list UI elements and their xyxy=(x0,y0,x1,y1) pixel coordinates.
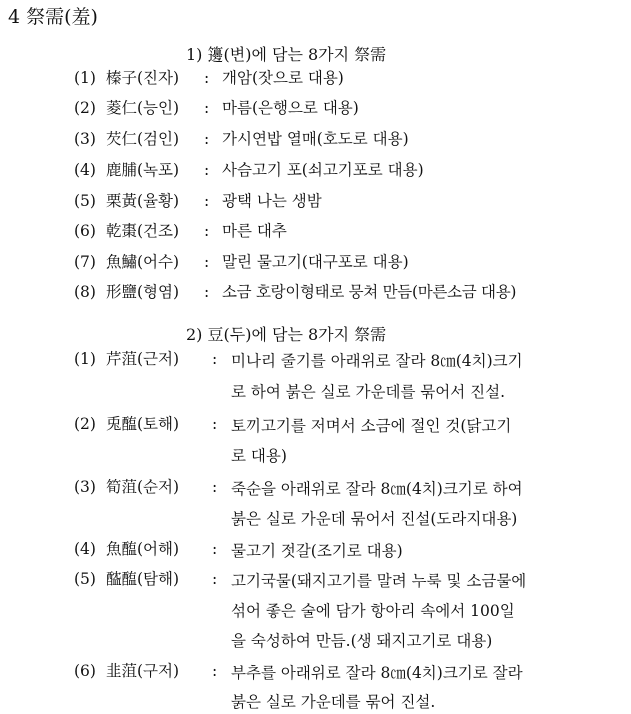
colon: : xyxy=(212,350,218,368)
item-term: 魚鱐(어수) xyxy=(106,253,180,271)
colon: : xyxy=(204,222,210,240)
item-number: (3) xyxy=(74,130,96,148)
item-term: 榛子(진자) xyxy=(106,69,180,87)
colon: : xyxy=(212,540,218,558)
item-description-line: 로 하여 붉은 실로 가운데를 묶어서 진설. xyxy=(231,383,506,401)
item-number: (7) xyxy=(74,253,96,271)
item-description-line: 붉은 실로 가운데 묶어서 진설(도라지대용) xyxy=(231,510,518,528)
item-number: (4) xyxy=(74,540,96,558)
item-number: (4) xyxy=(74,161,96,179)
item-term: 乾棗(건조) xyxy=(106,222,180,240)
item-number: (3) xyxy=(74,478,96,496)
item-term: 栗黃(율황) xyxy=(106,192,180,210)
colon: : xyxy=(204,130,210,148)
item-description-line: 고기국물(돼지고기를 말려 누룩 및 소금물에 xyxy=(231,572,527,590)
item-term: 芡仁(검인) xyxy=(106,130,180,148)
item-description-line: 죽순을 아래위로 잘라 8㎝(4치)크기로 하여 xyxy=(231,480,523,498)
item-term: 鹿脯(녹포) xyxy=(106,161,180,179)
item-number: (2) xyxy=(74,99,96,117)
item-number: (8) xyxy=(74,283,96,301)
item-description-line: 토끼고기를 저며서 소금에 절인 것(닭고기 xyxy=(231,417,512,435)
item-term: 形鹽(형염) xyxy=(106,283,180,301)
item-description: 가시연밥 열매(호도로 대용) xyxy=(222,130,409,148)
colon: : xyxy=(212,570,218,588)
item-description: 광택 나는 생밤 xyxy=(222,192,322,210)
item-description-line: 부추를 아래위로 잘라 8㎝(4치)크기로 잘라 xyxy=(231,664,523,682)
item-description: 사슴고기 포(쇠고기포로 대용) xyxy=(222,161,424,179)
colon: : xyxy=(204,69,210,87)
item-term: 菱仁(능인) xyxy=(106,99,180,117)
section-1-title: 1) 籩(변)에 담는 8가지 祭需 xyxy=(186,45,387,64)
colon: : xyxy=(204,192,210,210)
colon: : xyxy=(212,662,218,680)
item-number: (2) xyxy=(74,415,96,433)
item-number: (5) xyxy=(74,570,96,588)
item-description-line: 미나리 줄기를 아래위로 잘라 8㎝(4치)크기 xyxy=(231,352,523,370)
item-description: 마른 대추 xyxy=(222,222,287,240)
colon: : xyxy=(204,99,210,117)
colon: : xyxy=(212,415,218,433)
item-number: (6) xyxy=(74,222,96,240)
item-description-line: 물고기 젓갈(조기로 대용) xyxy=(231,542,403,560)
item-term: 兎醢(토해) xyxy=(106,415,180,433)
item-description-line: 을 숙성하여 만듬.(생 돼지고기로 대용) xyxy=(231,632,493,650)
item-term: 筍菹(순저) xyxy=(106,478,180,496)
item-number: (5) xyxy=(74,192,96,210)
document-title: 4 祭需(羞) xyxy=(8,6,98,28)
item-description-line: 로 대용) xyxy=(231,447,287,465)
item-term: 芹菹(근저) xyxy=(106,350,180,368)
item-description-line: 섞어 좋은 술에 담가 항아리 속에서 100일 xyxy=(231,602,515,620)
item-term: 魚醢(어해) xyxy=(106,540,180,558)
item-description: 말린 물고기(대구포로 대용) xyxy=(222,253,409,271)
item-number: (6) xyxy=(74,662,96,680)
colon: : xyxy=(204,161,210,179)
item-number: (1) xyxy=(74,350,96,368)
item-description: 개암(잣으로 대용) xyxy=(222,69,344,87)
item-term: 韭菹(구저) xyxy=(106,662,180,680)
colon: : xyxy=(204,253,210,271)
colon: : xyxy=(204,283,210,301)
item-description-line: 붉은 실로 가운데를 묶어 진설. xyxy=(231,693,436,711)
item-term: 醓醢(탐해) xyxy=(106,570,180,588)
item-number: (1) xyxy=(74,69,96,87)
section-2-title: 2) 豆(두)에 담는 8가지 祭需 xyxy=(186,325,387,344)
item-description: 소금 호랑이형태로 뭉쳐 만듬(마른소금 대용) xyxy=(222,283,517,301)
colon: : xyxy=(212,478,218,496)
item-description: 마름(은행으로 대용) xyxy=(222,99,359,117)
